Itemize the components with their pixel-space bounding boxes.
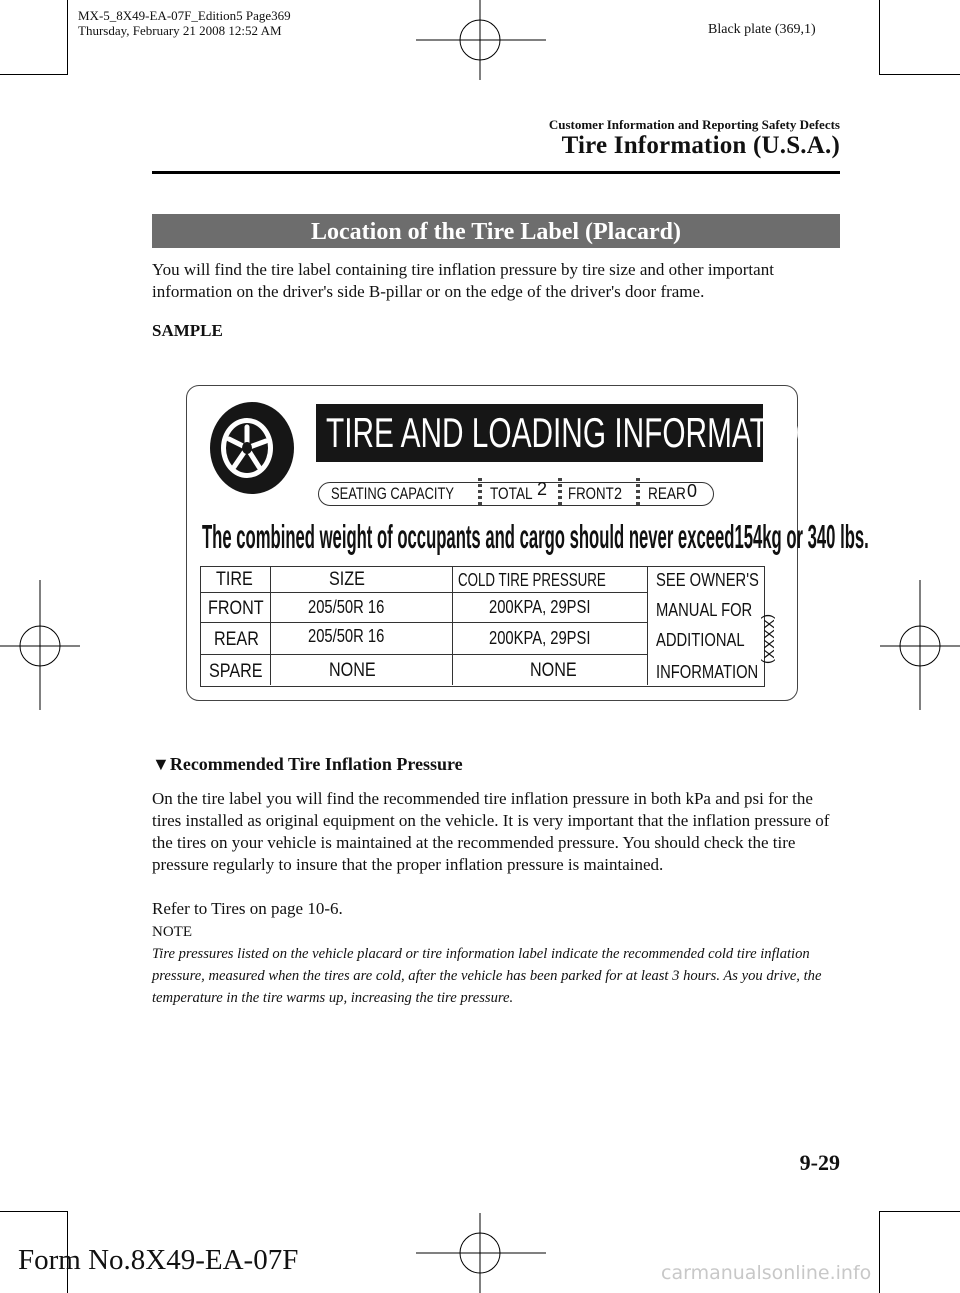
crop-mark: [879, 0, 880, 75]
table-divider: [201, 654, 647, 655]
row-pressure: 200KPA, 29PSI: [489, 597, 591, 617]
placard-code: (XXXX): [760, 614, 777, 665]
note-heading: NOTE: [152, 924, 192, 940]
rear-label: REAR: [648, 484, 686, 503]
crop-mark: [879, 1211, 960, 1212]
see-owner-line: MANUAL FOR: [656, 600, 753, 620]
section-title: Tire Information (U.S.A.): [561, 132, 840, 159]
print-header: [78, 8, 291, 38]
row-size: 205/50R 16: [308, 626, 385, 646]
form-number: Form No.8X49-EA-07F: [18, 1244, 299, 1276]
table-divider: [452, 567, 453, 685]
row-pressure: NONE: [530, 660, 577, 681]
watermark: carmanualsonline.info: [661, 1262, 872, 1284]
heading-band: Location of the Tire Label (Placard): [152, 214, 840, 248]
header-size: SIZE: [329, 569, 365, 590]
crop-mark: [879, 1211, 880, 1293]
page-number: 9-29: [799, 1150, 840, 1175]
row-tire: REAR: [214, 629, 259, 650]
see-owner-line: ADDITIONAL: [656, 630, 745, 650]
header-tire: TIRE: [216, 569, 253, 590]
print-header-line1: MX-5_8X49-EA-07F_Edition5 Page369: [78, 8, 291, 23]
table-divider: [647, 567, 648, 685]
body-reference: Refer to Tires on page 10-6.: [152, 899, 343, 918]
intro-paragraph: You will find the tire label containing tire inflation pressure by tire size and other important information on the driver's side B-pillar or on the edge of the driver's door frame.: [152, 260, 774, 301]
placard-title-banner: [316, 404, 821, 462]
table-divider: [270, 567, 271, 685]
row-tire: SPARE: [209, 661, 263, 682]
front-value: 2: [614, 484, 623, 503]
total-label: TOTAL: [490, 484, 533, 503]
registration-mark-bottom: [416, 1213, 546, 1293]
see-owner-line: INFORMATION: [656, 662, 759, 682]
triangle-down-icon: ▼: [152, 754, 170, 774]
header-cold-tire-pressure: COLD TIRE PRESSURE: [458, 570, 606, 590]
chapter-title: Customer Information and Reporting Safety Defects: [548, 117, 840, 132]
registration-mark-left: [0, 580, 80, 710]
seating-divider: [558, 478, 562, 508]
subheading-text: Recommended Tire Inflation Pressure: [169, 754, 463, 774]
seating-divider: [636, 478, 640, 508]
section-rule: [152, 171, 840, 174]
tire-table: [200, 566, 765, 687]
crop-mark: [0, 74, 68, 75]
plate-label: Black plate (369,1): [708, 22, 816, 37]
row-size: 205/50R 16: [308, 597, 385, 617]
table-divider: [201, 622, 647, 623]
crop-mark: [0, 1211, 68, 1212]
placard-title: TIRE AND LOADING INFORMATION: [326, 409, 821, 456]
tire-placard: [186, 385, 869, 701]
note-text: Tire pressures listed on the vehicle placard or tire information label indicate the recommended cold tire inflation pressure, measured when the tires are cold, after the vehicle has been parked for at least 3 hours. As you drive, the temperature in the tire warms up, increasing the tire pressure.: [152, 946, 822, 1006]
body-paragraph: On the tire label you will find the recommended tire inflation pressure in both kPa and psi for the tires installed as original equipment on the vehicle. It is very important that the inflation pressure of the tires on your vehicle is maintained at the recommended pressure. You should check the tire pressure regularly to insure that the proper inflation pressure is maintained.: [152, 789, 830, 874]
subheading: [152, 754, 463, 775]
row-size: NONE: [329, 660, 376, 681]
see-owner-line: SEE OWNER'S: [656, 570, 759, 590]
crop-mark: [67, 0, 68, 75]
print-header-line2: Thursday, February 21 2008 12:52 AM: [78, 23, 282, 38]
total-value: 2: [537, 479, 548, 499]
registration-mark-top: [416, 0, 546, 80]
sample-label: SAMPLE: [152, 321, 223, 340]
seating-divider: [478, 478, 482, 508]
seating-capacity-label: SEATING CAPACITY: [331, 484, 455, 503]
weight-statement: The combined weight of occupants and cargo should never exceed154kg or 340 lbs.: [202, 518, 869, 555]
crop-mark: [879, 74, 960, 75]
tire-wheel-icon: [209, 401, 295, 495]
table-divider: [201, 592, 647, 593]
row-tire: FRONT: [208, 598, 264, 619]
registration-mark-right: [880, 580, 960, 710]
front-label: FRONT: [568, 484, 614, 503]
rear-value: 0: [687, 481, 698, 501]
row-pressure: 200KPA, 29PSI: [489, 628, 591, 648]
